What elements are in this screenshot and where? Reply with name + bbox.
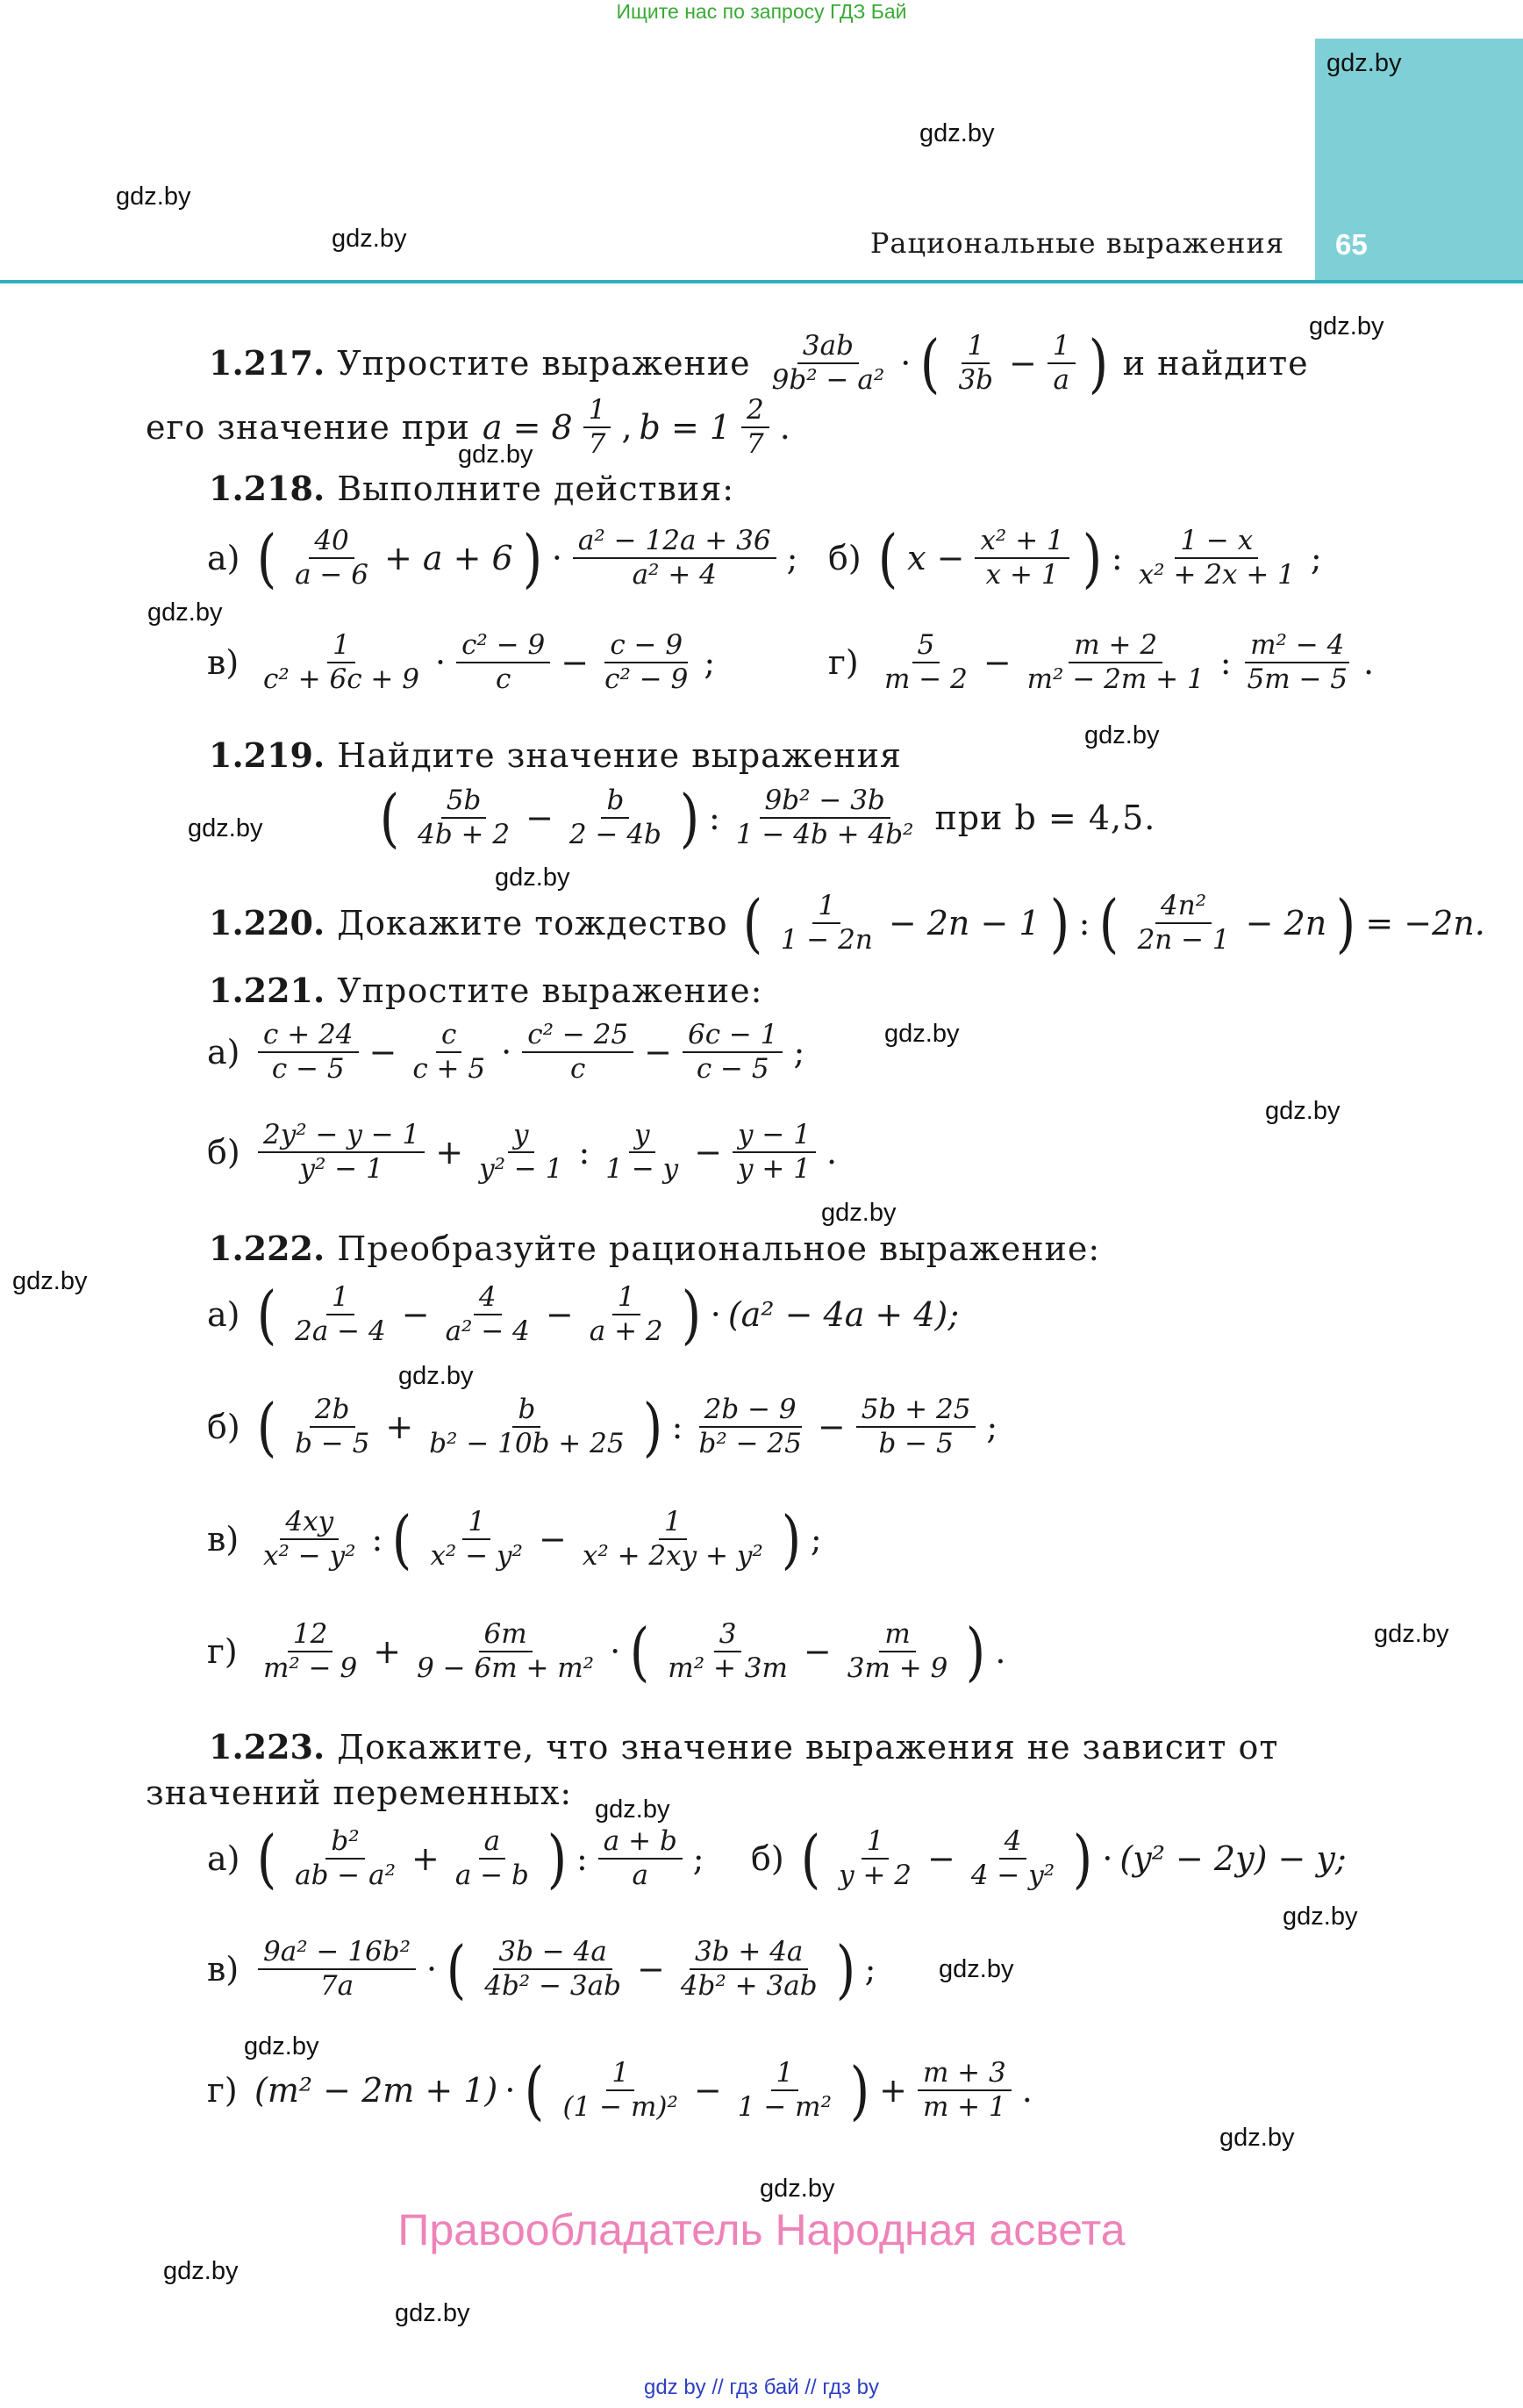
math-expression: $\frac{3ab}{\text{9b² − a²}}$ · ( $\frac{1}{3b}$ − $\frac{1}{a}$ ) <box>763 332 1111 395</box>
watermark: gdz.by <box>398 1362 474 1390</box>
math-expression: (m² − 2m + 1) · ( $\frac{1}{\text{(1 − m)²}}$ − $\frac{1}{\text{1 − m²}}$ ) + $\frac{m + 3}{m + 1}$ . <box>254 2053 1033 2127</box>
exercise-text: и найдите <box>1122 344 1309 383</box>
denominator: m + 1 <box>922 2091 1006 2123</box>
numerator: y <box>629 1122 655 1153</box>
denominator: a − b <box>454 1860 529 1891</box>
watermark: gdz.by <box>1265 1097 1341 1125</box>
exercise-1217-line2 <box>146 394 790 460</box>
numerator: 2b − 9 <box>699 1396 802 1428</box>
exercise-text: Докажите, что значение выражения не зависит от <box>337 1728 1279 1767</box>
math-expression: $\frac{\text{9a² − 16b²}}{7a}$ · ( $\frac{3b - 4a}{\text{4b² − 3ab}}$ − $\frac{3b + 4a}{\text{4b² + 3ab}}$ ) ; <box>254 1938 876 2001</box>
numerator: m² − 4 <box>1245 632 1349 663</box>
watermark: gdz.by <box>495 864 570 892</box>
numerator: 4n² <box>1155 892 1212 924</box>
exercise-number: 1.221. <box>209 971 325 1010</box>
denominator: 3b <box>958 364 994 396</box>
watermark: gdz.by <box>884 1020 960 1048</box>
exercise-1218-heading <box>209 469 735 508</box>
b-value: b = 1 <box>639 408 732 447</box>
fraction <box>290 1396 375 1458</box>
denominator: (1 − m)² <box>562 2091 678 2123</box>
numerator: 40 <box>309 527 354 559</box>
exercise-1218-v <box>207 629 716 695</box>
item-label: б) <box>207 1133 240 1172</box>
exercise-1222-heading <box>209 1229 1101 1268</box>
fraction <box>407 1021 490 1083</box>
denominator: 4b² + 3ab <box>680 1970 818 2002</box>
watermark: gdz.by <box>1084 721 1160 749</box>
denominator: y + 2 <box>839 1860 912 1891</box>
denominator: b² − 25 <box>698 1428 802 1459</box>
denominator: 4b² − 3ab <box>484 1970 621 2002</box>
item-label: б) <box>751 1839 784 1878</box>
item-label: в) <box>207 1950 240 1989</box>
numerator: 12 <box>288 1621 332 1652</box>
numerator: y − 1 <box>733 1122 816 1153</box>
fraction <box>1022 629 1210 695</box>
math-expression: $\frac{c + 24}{c - 5}$ − $\frac{c}{c + 5}$ · $\frac{\text{c² − 25}}{c}$ − $\frac{6c - 1}{c - 5}$ ; <box>254 1021 804 1083</box>
denominator: a <box>632 1860 649 1891</box>
denominator: 7a <box>319 1970 354 2002</box>
copyright-notice: Правообладатель Народная асвета <box>397 2205 1126 2254</box>
exercise-1217-line1 <box>209 326 1309 400</box>
exercise-text: Выполните действия: <box>337 469 735 508</box>
fraction <box>522 1021 633 1083</box>
fraction <box>424 1396 629 1458</box>
fraction <box>411 1618 599 1684</box>
exercise-1218-a <box>207 521 798 595</box>
exercise-1222-v <box>207 1502 822 1576</box>
watermark: gdz.by <box>12 1267 88 1295</box>
numerator: 1 <box>327 632 355 663</box>
denominator: m² − 2m + 1 <box>1026 663 1205 695</box>
math-expression: $\frac{4xy}{\text{x² − y²}}$ : ( $\frac{1}{\text{x² − y²}}$ − $\frac{1}{\text{x² + 2xy + y²}}$ ) ; <box>254 1508 822 1571</box>
numerator: a <box>479 1828 505 1860</box>
math-expression: ( $\frac{5b}{4b + 2}$ − $\frac{b}{2 - 4b}$ ) : $\frac{\text{9b² − 3b}}{\text{1 − 4b + 4b²}}$ <box>377 786 922 849</box>
fraction <box>258 1936 416 2002</box>
watermark: gdz.by <box>1283 1903 1358 1931</box>
math-expression: a = 8 $\frac{1}{7}$ , b = 1 $\frac{2}{7}$ . <box>482 394 790 460</box>
numerator: 3 <box>714 1621 742 1652</box>
watermark: gdz.by <box>939 1955 1014 1983</box>
item-label: а) <box>207 1033 240 1071</box>
exercise-number: 1.219. <box>209 735 325 775</box>
exercise-number: 1.217. <box>209 343 325 383</box>
fraction <box>842 1618 954 1684</box>
fraction <box>258 1021 359 1083</box>
expression-part: (y² − 2y) − y; <box>1119 1839 1347 1878</box>
fraction <box>600 1119 683 1185</box>
math-expression: ( $\frac{1}{2a - 4}$ − $\frac{4}{\text{a² − 4}}$ − $\frac{1}{a + 2}$ ) · (a² − 4a + 4); <box>256 1278 960 1351</box>
fraction <box>1048 330 1076 396</box>
denominator: c + 5 <box>412 1053 486 1085</box>
exercise-text: при b = 4,5. <box>934 799 1156 837</box>
numerator: x² + 1 <box>975 527 1069 559</box>
fraction <box>776 892 878 954</box>
exercise-1223-a <box>207 1822 704 1896</box>
watermark: gdz.by <box>163 2257 239 2285</box>
denominator: c − 5 <box>271 1053 345 1085</box>
watermark: gdz.by <box>760 2175 835 2203</box>
exercise-text: Докажите тождество <box>337 904 728 942</box>
exercise-number: 1.220. <box>209 903 325 942</box>
denominator: c − 5 <box>696 1053 769 1085</box>
numerator: c² − 25 <box>522 1021 633 1053</box>
item-label: в) <box>207 643 240 682</box>
denominator: y² − 1 <box>299 1153 383 1185</box>
numerator: a + b <box>598 1828 683 1860</box>
fraction <box>1133 892 1235 954</box>
numerator: 3b + 4a <box>690 1939 808 1970</box>
fraction <box>456 629 550 695</box>
watermark: gdz.by <box>1374 1620 1449 1648</box>
exercise-text: Преобразуйте рациональное выражение: <box>337 1229 1101 1268</box>
denominator: y² − 1 <box>479 1153 563 1185</box>
denominator: 7 <box>747 428 764 460</box>
numerator: a² − 12a + 36 <box>573 527 776 559</box>
fraction <box>733 2057 837 2123</box>
item-label: г) <box>207 1632 238 1671</box>
expression-part: = −2n. <box>1365 904 1485 942</box>
numerator: 4 <box>999 1828 1027 1860</box>
denominator: 9 − 6m + m² <box>417 1652 595 1684</box>
watermark: gdz.by <box>1309 312 1384 340</box>
denominator: y + 1 <box>738 1153 811 1185</box>
fraction <box>412 787 515 849</box>
item-label: а) <box>207 1839 240 1878</box>
denominator: ab − a² <box>295 1860 397 1891</box>
expression-part: (m² − 2m + 1) <box>254 2071 498 2110</box>
numerator: 2b <box>310 1396 355 1428</box>
fraction <box>258 1618 362 1684</box>
exercise-1220 <box>209 886 1485 960</box>
math-expression: ( $\frac{1}{y + 2}$ − $\frac{4}{\text{4 − y²}}$ ) · (y² − 2y) − y; <box>800 1822 1347 1896</box>
denominator: 1 − y <box>605 1153 679 1185</box>
denominator: 2 − 4b <box>568 819 661 850</box>
denominator: a + 2 <box>589 1315 663 1347</box>
denominator: m − 2 <box>884 663 968 695</box>
watermark: gdz.by <box>395 2299 470 2327</box>
exercise-1219-heading <box>209 735 902 775</box>
exercise-1223-line2 <box>146 1776 572 1810</box>
fraction <box>662 1618 793 1684</box>
item-label: б) <box>207 1408 240 1446</box>
fraction <box>676 1936 823 2002</box>
exercise-number: 1.223. <box>209 1727 325 1767</box>
denominator: x² + 2x + 1 <box>1138 559 1295 591</box>
numerator: c² − 9 <box>456 632 550 663</box>
exercise-number: 1.222. <box>209 1229 325 1268</box>
expression-part: x − <box>907 539 965 577</box>
numerator: 6c − 1 <box>683 1021 783 1053</box>
exercise-1219-expression <box>377 781 1156 855</box>
denominator: a² − 4 <box>445 1315 530 1347</box>
item-label: в) <box>207 1520 240 1559</box>
denominator: 9b² − a² <box>771 364 885 396</box>
item-label: а) <box>207 539 240 577</box>
denominator: x² − y² <box>263 1540 356 1572</box>
numerator: 1 <box>962 333 990 364</box>
numerator: 9b² − 3b <box>760 787 890 819</box>
fraction <box>479 1936 626 2002</box>
fraction <box>474 1119 568 1185</box>
denominator: x² − y² <box>430 1540 523 1572</box>
exercise-text: значений переменных: <box>146 1774 573 1812</box>
numerator: b <box>601 787 629 819</box>
numerator: 3b − 4a <box>493 1939 611 1970</box>
denominator: b − 5 <box>878 1428 954 1459</box>
math-expression: $\frac{1}{\text{c² + 6c + 9}}$ · $\frac{\text{c² − 9}}{c}$ − $\frac{c - 9}{\text{c² − 9}}$ ; <box>254 632 715 693</box>
numerator: 1 <box>326 1284 354 1315</box>
denominator: b − 5 <box>295 1428 370 1459</box>
exercise-text: Упростите выражение: <box>337 971 763 1010</box>
fraction <box>856 1396 976 1458</box>
numerator: 9a² − 16b² <box>258 1939 416 1970</box>
exercise-number: 1.218. <box>209 469 325 508</box>
math-expression: ( $\frac{\text{b²}}{\text{ab − a²}}$ + $\frac{a}{a - b}$ ) : $\frac{a + b}{a}$ ; <box>256 1822 704 1896</box>
math-expression: ( $\frac{40}{a - 6}$ + a + 6 ) · $\frac{\text{a² − 12a + 36}}{\text{a² + 4}}$ ; <box>256 521 798 595</box>
numerator: 1 <box>583 397 611 428</box>
denominator: 7 <box>588 428 606 460</box>
fraction <box>258 1506 361 1572</box>
numerator: 1 <box>606 2060 634 2091</box>
fraction <box>833 1825 917 1891</box>
exercise-1221-a <box>207 1021 804 1083</box>
watermark: gdz.by <box>595 1795 670 1824</box>
expression-part: − 2n − 1 <box>888 904 1040 942</box>
denominator: c² + 6c + 9 <box>263 663 419 695</box>
header-rule <box>0 280 1523 283</box>
fraction <box>693 1396 806 1458</box>
fraction <box>1242 629 1354 695</box>
fraction <box>953 330 998 396</box>
exercise-text: Найдите значение выражения <box>337 736 902 775</box>
watermark: gdz.by <box>919 119 995 147</box>
watermark: gdz.by <box>458 441 533 469</box>
fraction <box>577 1506 769 1572</box>
numerator: 1 <box>812 892 840 924</box>
denominator: 2n − 1 <box>1137 924 1230 956</box>
fraction <box>731 787 919 849</box>
numerator: m + 3 <box>918 2060 1012 2091</box>
denominator: 2a − 4 <box>295 1315 386 1347</box>
watermark: gdz.by <box>821 1199 897 1227</box>
math-expression: $\frac{5}{m - 2}$ − $\frac{m + 2}{\text{m² − 2m + 1}}$ : $\frac{\text{m² − 4}}{5m - 5}$ . <box>876 632 1374 693</box>
fraction <box>879 629 973 695</box>
exercise-1222-a <box>207 1278 960 1351</box>
expression-part: + a + 6 <box>383 539 513 577</box>
top-banner[interactable]: Ищите нас по запросу ГДЗ Бай <box>616 0 907 23</box>
numerator: 4xy <box>280 1509 339 1540</box>
numerator: 5b + 25 <box>856 1396 976 1428</box>
watermark: gdz.by <box>1326 49 1402 77</box>
page-number: 65 <box>1335 228 1368 261</box>
numerator: c + 24 <box>258 1021 359 1053</box>
numerator: m + 2 <box>1069 632 1162 663</box>
denominator: m² + 3m <box>668 1652 788 1684</box>
fraction <box>966 1825 1060 1891</box>
exercise-1221-b <box>207 1119 838 1185</box>
watermark: gdz.by <box>244 2032 319 2060</box>
math-expression: ( $\frac{2b}{b - 5}$ + $\frac{b}{\text{b² − 10b + 25}}$ ) : $\frac{2b - 9}{\text{b² − 25}}$ − $\frac{5b + 25}{b - 5}$ ; <box>256 1390 998 1464</box>
denominator: x + 1 <box>985 559 1059 591</box>
fraction <box>573 527 776 589</box>
denominator: c <box>495 663 511 695</box>
exercise-1218-b <box>828 521 1322 595</box>
denominator: c <box>569 1053 586 1085</box>
numerator: 1 <box>862 1828 890 1860</box>
fraction <box>1133 527 1300 589</box>
denominator: 5m − 5 <box>1247 663 1348 695</box>
fraction <box>440 1281 535 1347</box>
fraction <box>425 1506 528 1572</box>
running-header: Рациональные выражения <box>869 226 1284 260</box>
item-label: г) <box>207 2071 238 2110</box>
denominator: 1 − 4b + 4b² <box>735 819 914 850</box>
numerator: 1 <box>612 1284 640 1315</box>
numerator: b <box>512 1396 540 1428</box>
numerator: 1 <box>771 2060 799 2091</box>
fraction <box>290 1281 391 1347</box>
fraction <box>290 1825 401 1891</box>
math-expression: $\frac{\text{2y² − y − 1}}{\text{y² − 1}}$ + $\frac{y}{\text{y² − 1}}$ : $\frac{y}{1 - y}$ − $\frac{y - 1}{y + 1}$ . <box>254 1122 837 1183</box>
denominator: x² + 2xy + y² <box>582 1540 763 1572</box>
denominator: a <box>1053 364 1069 396</box>
numerator: 2 <box>741 397 769 428</box>
numerator: 4 <box>474 1284 502 1315</box>
numerator: b² <box>325 1828 364 1860</box>
watermark: gdz.by <box>188 814 263 842</box>
exercise-1223-v <box>207 1932 876 2006</box>
fraction <box>450 1825 534 1891</box>
denominator: a² + 4 <box>632 559 717 591</box>
numerator: 1 <box>659 1509 687 1540</box>
numerator: 1 <box>462 1509 490 1540</box>
numerator: c <box>436 1021 461 1053</box>
watermark: gdz.by <box>332 225 407 253</box>
exercise-1218-g <box>828 629 1375 695</box>
fraction <box>564 787 667 849</box>
fraction <box>583 394 611 460</box>
item-label: г) <box>828 643 859 682</box>
fraction <box>767 330 890 396</box>
fraction <box>584 1281 669 1347</box>
exercise-1222-g <box>207 1615 1006 1688</box>
fraction <box>598 1825 683 1891</box>
watermark: gdz.by <box>147 598 223 627</box>
exercise-text: Упростите выражение <box>337 344 751 383</box>
numerator: 2y² − y − 1 <box>258 1122 425 1153</box>
expression-part: (a² − 4a + 4); <box>727 1295 960 1334</box>
math-expression: ( $\frac{1}{1 - 2n}$ − 2n − 1 ) : ( $\frac{\text{4n²}}{2n - 1}$ − 2n ) = −2n. <box>742 886 1485 960</box>
exercise-1221-heading <box>209 971 763 1010</box>
numerator: 6m <box>479 1621 533 1652</box>
fraction <box>258 1119 425 1185</box>
exercise-1223-b <box>751 1822 1347 1896</box>
numerator: 3ab <box>797 333 859 364</box>
numerator: 5b <box>441 787 487 819</box>
fraction <box>290 527 374 589</box>
fraction <box>558 2057 683 2123</box>
denominator: m² − 9 <box>263 1652 358 1684</box>
denominator: a − 6 <box>295 559 368 591</box>
denominator: b² − 10b + 25 <box>429 1428 625 1459</box>
exercise-1223-line1 <box>209 1727 1279 1767</box>
expression-part: − 2n <box>1245 904 1327 942</box>
numerator: 5 <box>912 632 940 663</box>
fraction <box>733 1119 816 1185</box>
fraction <box>741 394 769 460</box>
fraction <box>975 527 1069 589</box>
denominator: c² − 9 <box>604 663 689 695</box>
exercise-1222-b <box>207 1390 998 1464</box>
numerator: 1 − x <box>1175 527 1258 559</box>
denominator: 3m + 9 <box>847 1652 948 1684</box>
denominator: 4b + 2 <box>418 819 511 850</box>
footer-links[interactable]: gdz by // гдз бай // гдз by <box>643 2376 880 2399</box>
exercise-text: его значение при <box>146 408 470 447</box>
a-value: a = 8 <box>482 408 573 447</box>
numerator: y <box>508 1122 534 1153</box>
fraction <box>258 629 425 695</box>
numerator: m <box>879 1621 915 1652</box>
denominator: 1 − m² <box>737 2091 832 2123</box>
exercise-1223-g <box>207 2053 1033 2127</box>
numerator: 1 <box>1048 333 1076 364</box>
fraction <box>683 1021 783 1083</box>
numerator: c − 9 <box>604 632 688 663</box>
item-label: а) <box>207 1295 240 1334</box>
item-label: б) <box>828 539 862 577</box>
watermark: gdz.by <box>116 183 191 211</box>
fraction <box>918 2057 1012 2123</box>
watermark: gdz.by <box>1219 2124 1295 2152</box>
denominator: 4 − y² <box>970 1860 1055 1891</box>
math-expression: ( x − $\frac{\text{x² + 1}}{x + 1}$ ) : $\frac{1 - x}{\text{x² + 2x + 1}}$ ; <box>877 521 1322 595</box>
math-expression: $\frac{12}{\text{m² − 9}}$ + $\frac{6m}{\text{9 − 6m + m²}}$ · ( $\frac{3}{\text{m² + 3m}}$ − $\frac{m}{3m + 9}$ ) . <box>254 1620 1005 1683</box>
denominator: 1 − 2n <box>780 924 873 956</box>
fraction <box>599 629 693 695</box>
